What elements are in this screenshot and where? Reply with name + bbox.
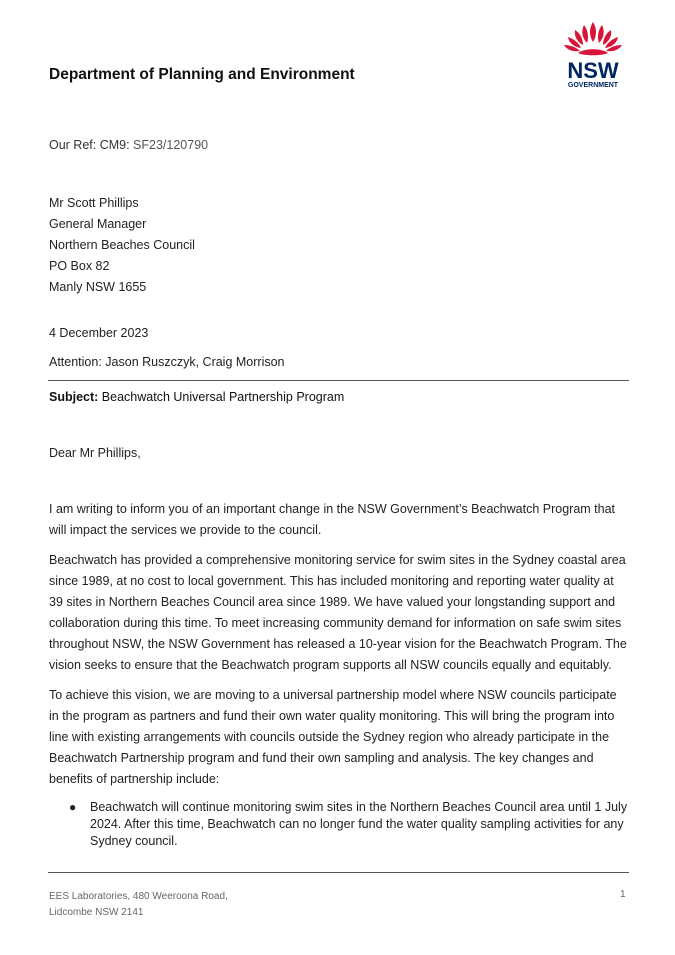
subject-divider	[48, 380, 629, 381]
footer-address-line-1: EES Laboratories, 480 Weeroona Road,	[49, 891, 228, 902]
letter-date: 4 December 2023	[49, 326, 149, 340]
recipient-address-block	[49, 193, 195, 298]
list-item	[69, 799, 629, 850]
salutation: Dear Mr Phillips,	[49, 446, 141, 460]
key-changes-list	[49, 799, 629, 850]
attention-line: Attention: Jason Ruszczyk, Craig Morrison	[49, 355, 285, 369]
logo-government-text: GOVERNMENT	[567, 82, 619, 89]
recipient-po-box: PO Box 82	[49, 259, 110, 273]
recipient-organisation: Northern Beaches Council	[49, 238, 195, 252]
footer-address	[49, 889, 228, 921]
bullet-icon: ●	[69, 800, 77, 814]
logo-nsw-text: NSW	[567, 58, 619, 83]
nsw-government-logo	[558, 18, 628, 90]
list-item-text: Beachwatch will continue monitoring swim sites in the Northern Beaches Council area until 1 July 2024. After this time, Beachwatch can no longer fund the water quality sampling activities for any Sydney council.	[90, 800, 628, 848]
body-paragraph-2: Beachwatch has provided a comprehensive monitoring service for swim sites in the Sydney coastal area since 1989, at no cost to local government. This has included monitoring and reporting water quality at 39 sites in Northern Beaches Council area since 1989. We have valued your longstanding support and collaboration during this time. To meet increasing community demand for information on safe swim sites throughout NSW, the NSW Government has released a 10-year vision for the Beachwatch Program. The vision seeks to ensure that the Beachwatch program supports all NSW councils equally and equitably.	[49, 553, 627, 672]
recipient-title: General Manager	[49, 217, 147, 231]
footer-address-line-2: Lidcombe NSW 2141	[49, 907, 144, 918]
reference-value: SF23/120790	[133, 138, 209, 152]
subject-line	[49, 390, 344, 404]
body-paragraph-1: I am writing to inform you of an important change in the NSW Government’s Beachwatch Program that will impact the services we provide to the council.	[49, 502, 616, 537]
subject-label: Subject:	[49, 390, 102, 404]
reference-line	[49, 138, 208, 152]
body-paragraph-3: To achieve this vision, we are moving to a universal partnership model where NSW councils participate in the program as partners and fund their own water quality monitoring. This will bring the program into line with existing arrangements with councils outside the Sydney region who already participate in the Beachwatch Partnership program and fund their own sampling and analysis. The key changes and benefits of partnership include:	[49, 688, 617, 786]
waratah-flower-icon	[564, 22, 622, 55]
recipient-locality: Manly NSW 1655	[49, 280, 147, 294]
department-title: Department of Planning and Environment	[49, 66, 355, 83]
recipient-name: Mr Scott Phillips	[49, 196, 139, 210]
subject-text: Beachwatch Universal Partnership Program	[101, 390, 345, 404]
letter-body	[49, 499, 629, 850]
footer-divider	[48, 872, 629, 873]
reference-label: Our Ref: CM9:	[49, 138, 134, 152]
page-number: 1	[620, 889, 626, 900]
